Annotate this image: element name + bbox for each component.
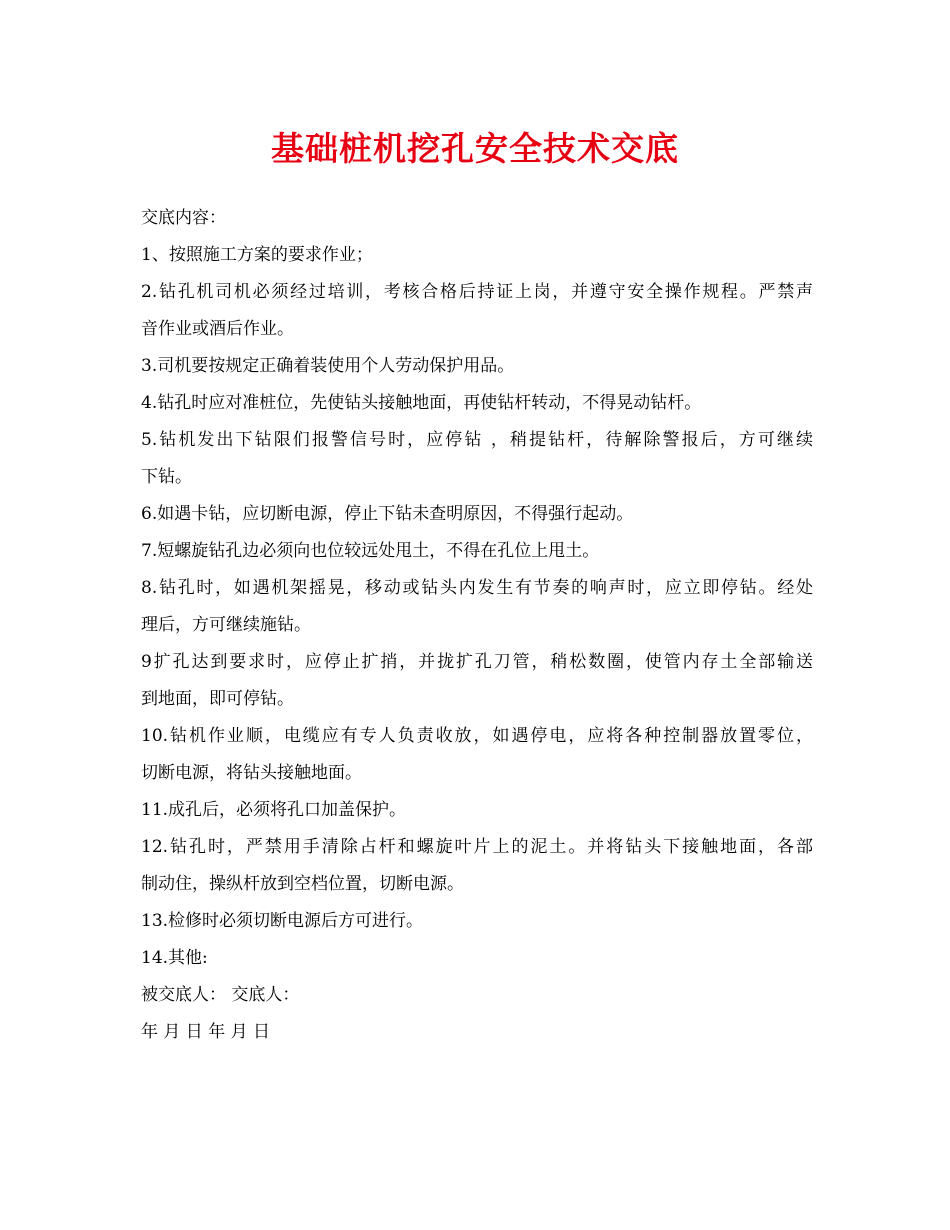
body-line-item-5-cont: 下钻。 <box>141 467 192 487</box>
document-body <box>141 200 813 1051</box>
body-line-item-11: 11.成孔后，必须将孔口加盖保护。 <box>141 800 407 820</box>
body-line-item-1: 1、按照施工方案的要求作业； <box>141 245 373 265</box>
body-line-item-8: 8.钻孔时，如遇机架摇晃，移动或钻头内发生有节奏的响声时，应立即停钻。经处 <box>141 578 813 598</box>
body-line-item-10-cont: 切断电源，将钻头接触地面。 <box>141 763 362 783</box>
body-line-item-2-cont: 音作业或酒后作业。 <box>141 319 294 339</box>
body-line-item-9: 9扩孔达到要求时，应停止扩捎，并拢扩孔刀管，稍松数圈，使管内存土全部输送 <box>141 652 813 672</box>
signature-line: 被交底人： 交底人： <box>141 985 300 1005</box>
body-line-item-12: 12.钻孔时，严禁用手清除占杆和螺旋叶片上的泥土。并将钻头下接触地面，各部 <box>141 837 813 857</box>
body-line-item-2: 2.钻孔机司机必须经过培训，考核合格后持证上岗，并遵守安全操作规程。严禁声 <box>141 282 813 302</box>
body-line-item-14: 14.其他: <box>141 948 208 968</box>
body-line-item-4: 4.钻孔时应对准桩位，先使钻头接触地面，再使钻杆转动，不得晃动钻杆。 <box>141 393 702 413</box>
body-line-item-10: 10.钻机作业顺，电缆应有专人负责收放，如遇停电，应将各种控制器放置零位， <box>141 726 813 746</box>
body-line-item-7: 7.短螺旋钻孔边必须向也位较远处甩土，不得在孔位上甩土。 <box>141 541 600 561</box>
body-line-item-12-cont: 制动住，操纵杆放到空档位置，切断电源。 <box>141 874 464 894</box>
body-line-item-5: 5.钻机发出下钻限们报警信号时，应停钻 ，稍提钻杆，待解除警报后，方可继续 <box>141 430 813 450</box>
body-line-item-6: 6.如遇卡钻，应切断电源，停止下钻未查明原因，不得强行起动。 <box>141 504 634 524</box>
body-line-item-3: 3.司机要按规定正确着装使用个人劳动保护用品。 <box>141 356 515 376</box>
document-title: 基础桩机挖孔安全技术交底 <box>271 129 679 168</box>
body-line-item-9-cont: 到地面，即可停钻。 <box>141 689 294 709</box>
date-line: 年 月 日 年 月 日 <box>141 1022 271 1042</box>
body-line-item-13: 13.检修时必须切断电源后方可进行。 <box>141 911 424 931</box>
body-line-item-8-cont: 理后，方可继续施钻。 <box>141 615 311 635</box>
body-line-intro: 交底内容： <box>141 208 226 228</box>
